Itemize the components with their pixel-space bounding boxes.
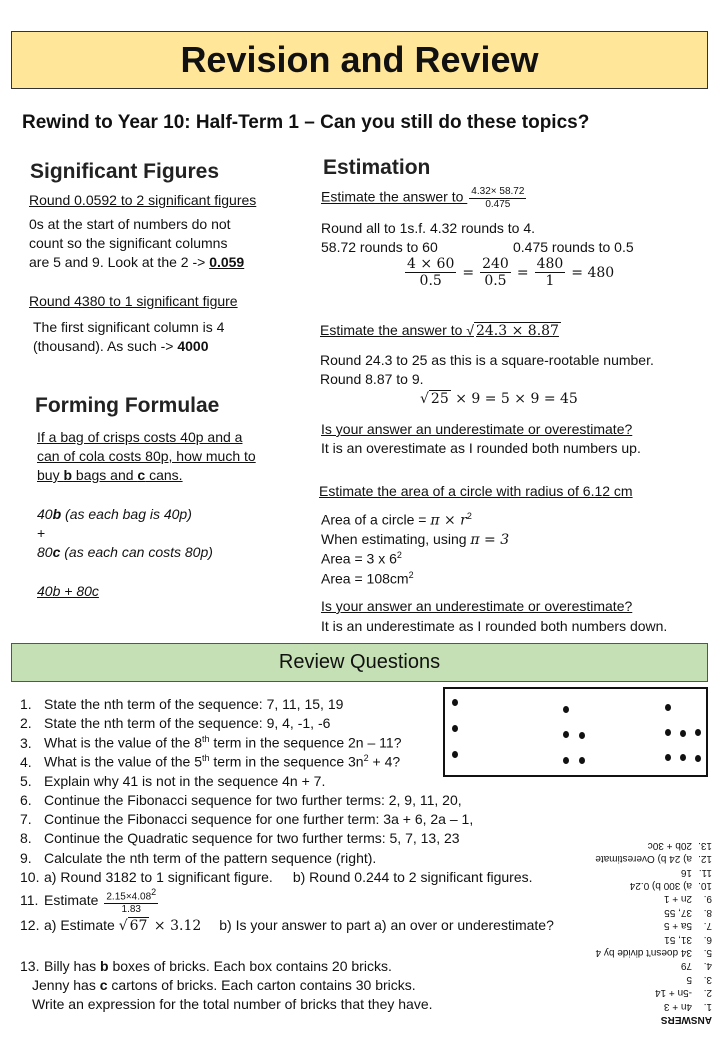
plus-sign: + (37, 525, 46, 541)
answers-heading: ANSWERS (660, 1014, 712, 1025)
text-fragment: 20b + 30c (647, 839, 692, 851)
dot (563, 706, 569, 713)
text-fragment: 34 doesn't divide by 4 (595, 946, 692, 958)
question (320, 322, 561, 339)
text-fragment: Area of a circle = (321, 511, 431, 528)
working-line (321, 570, 414, 587)
explanation: count so the significant columns (29, 235, 228, 251)
question: Round 0.0592 to 2 significant figures (29, 192, 257, 208)
text-fragment: 12. (698, 853, 712, 865)
text-fragment: 2 (408, 570, 414, 580)
review-question (20, 734, 401, 751)
text-fragment: 8. (703, 906, 712, 918)
text-fragment: Jenny has (32, 977, 100, 993)
review-question (20, 715, 330, 731)
text-fragment: × 3.12 (149, 918, 202, 934)
text-fragment: 10. (20, 869, 40, 885)
text-fragment: π × r (430, 512, 467, 529)
text-fragment: 9. (703, 893, 712, 905)
dot (680, 754, 686, 761)
text-fragment: 2. (20, 715, 32, 731)
text-fragment: 2 (466, 511, 472, 521)
text-fragment: Continue the Fibonacci sequence for one further term: 3a + 6, 2a – 1, (44, 811, 474, 827)
question (321, 186, 528, 210)
text-fragment: bags and (72, 467, 138, 483)
working-line (37, 506, 192, 522)
review-question-continued: Write an expression for the total number of bricks that they have. (32, 996, 433, 1012)
dot (452, 699, 458, 706)
review-question (20, 917, 554, 934)
text-fragment: 5 (686, 973, 692, 985)
answer-item (566, 946, 712, 959)
working-line: 0.475 rounds to 0.5 (513, 239, 634, 255)
text-fragment (104, 887, 158, 904)
review-question (20, 696, 343, 712)
answer-item (566, 919, 712, 932)
answer-item (566, 972, 712, 985)
text-fragment: What is the value of the 8 (44, 734, 202, 751)
explanation (33, 338, 209, 354)
dot (563, 757, 569, 764)
text-fragment: 240 (482, 256, 509, 272)
calculation: √ 25 × 9 = 5 × 9 = 45 (420, 391, 578, 407)
question (37, 467, 183, 483)
text-fragment: 2. (703, 987, 712, 999)
subtitle: Rewind to Year 10: Half-Term 1 – Can you still do these topics? (22, 112, 590, 133)
text-fragment: Explain why 41 is not in the sequence 4n + 7. (44, 773, 326, 789)
text-fragment: c (52, 544, 61, 560)
answer-item (566, 959, 712, 972)
text-fragment: 40 (37, 506, 53, 522)
text-fragment: 1. (703, 1000, 712, 1012)
text-fragment: 0.5 (484, 273, 507, 290)
text-fragment: th (201, 734, 210, 744)
text-fragment: b (100, 958, 109, 974)
text-fragment: 11. (20, 891, 39, 908)
text-fragment: a) 24 b) Overestimate (595, 853, 692, 865)
review-question (20, 753, 400, 770)
text-fragment: 0.5 (419, 273, 442, 290)
page-title: Revision and Review (11, 31, 708, 89)
text-fragment: (as each bag is 40p) (61, 506, 192, 522)
text-fragment: 67 (129, 918, 148, 934)
dot (665, 754, 671, 761)
dot (695, 755, 701, 762)
text-fragment: State the nth term of the sequence: 9, 4, -1, -6 (44, 715, 331, 731)
text-fragment: 5. (20, 773, 32, 789)
text-fragment: 79 (680, 960, 692, 972)
text-fragment: 1. (20, 696, 32, 712)
text-fragment: Continue the Fibonacci sequence for two further terms: 2, 9, 11, 20, (44, 792, 462, 808)
text-fragment: (thousand). As such -> (33, 338, 174, 354)
text-fragment: b) Round 0.244 to 2 significant figures. (292, 869, 533, 885)
text-fragment: = 480 (571, 264, 615, 281)
text-fragment: th (201, 753, 210, 763)
calculation (403, 256, 614, 289)
text-fragment: 25 (430, 391, 449, 407)
answer-item (566, 852, 712, 865)
answer: It is an underestimate as I rounded both numbers down. (321, 618, 668, 634)
working-line: Round all to 1s.f. 4.32 rounds to 4. (321, 220, 536, 236)
review-question (20, 773, 325, 789)
pattern-sequence-diagram (443, 687, 708, 777)
dot (665, 729, 671, 736)
question: can of cola costs 80p, how much to (37, 448, 256, 464)
text-fragment: 9. (20, 850, 32, 866)
dot (579, 732, 585, 739)
text-fragment: 10. (698, 879, 712, 891)
text-fragment: b (63, 467, 73, 483)
text-fragment: a) Estimate (44, 917, 119, 933)
text-fragment: c (137, 467, 146, 483)
text-fragment: cartons of bricks. Each carton contains 30 bricks. (107, 977, 416, 993)
answer: 40b + 80c (37, 583, 99, 599)
text-fragment (469, 186, 526, 210)
question: Estimate the area of a circle with radius of 6.12 cm (319, 483, 633, 499)
text-fragment: Estimate the answer to (321, 188, 468, 205)
text-fragment: Calculate the nth term of the pattern sequence (right). (44, 850, 377, 866)
text-fragment: 1.83 (121, 903, 141, 915)
text-fragment: 2 (151, 887, 157, 897)
text-fragment: 3. (20, 734, 32, 751)
text-fragment: are 5 and 9. Look at the 2 -> (29, 254, 206, 270)
text-fragment: Area = 108cm (321, 570, 409, 587)
text-fragment: = (462, 264, 475, 281)
text-fragment: 2.15×4.08 (106, 891, 152, 903)
text-fragment: 4 × 60 (407, 256, 455, 272)
text-fragment: 4.32× 58.72 (471, 186, 525, 197)
answer: 0.059 (209, 254, 245, 270)
text-fragment: 7. (703, 920, 712, 932)
text-fragment: Estimate the answer to (320, 322, 467, 338)
dot (665, 704, 671, 711)
text-fragment: (as each can costs 80p) (60, 544, 213, 560)
text-fragment: 1 (545, 273, 555, 290)
review-questions-header: Review Questions (11, 643, 708, 682)
explanation: 0s at the start of numbers do not (29, 216, 231, 232)
text-fragment: 80 (37, 544, 53, 560)
text-fragment: 24.3 × 8.87 (475, 323, 559, 339)
working-line: Round 24.3 to 25 as this is a square-rootable number. (320, 352, 654, 368)
text-fragment: 13. (20, 958, 40, 974)
text-fragment: a) Round 3182 to 1 significant figure. (44, 869, 273, 885)
working-line (321, 550, 402, 567)
dot (579, 757, 585, 764)
text-fragment: √ 24.3 × 8.87 (466, 322, 559, 339)
review-question-continued (32, 977, 416, 993)
text-fragment (535, 256, 566, 289)
text-fragment (405, 256, 456, 289)
dot (563, 731, 569, 738)
answer-item (566, 999, 712, 1012)
text-fragment: a) 300 b) 0.24 (629, 879, 692, 891)
working-line: 58.72 rounds to 60 (321, 239, 438, 255)
text-fragment: b (52, 506, 62, 522)
text-fragment: Estimate (44, 891, 103, 908)
answers-upside-down (566, 836, 712, 1026)
text-fragment: 2 (396, 550, 402, 560)
text-fragment (104, 887, 158, 915)
text-fragment: √ 67 × 3.12 (118, 918, 202, 934)
text-fragment: boxes of bricks. Each box contains 20 bricks. (108, 958, 392, 974)
text-fragment: 12. (20, 917, 40, 933)
text-fragment: × 9 = 5 × 9 = 45 (450, 391, 578, 407)
working-line: Round 8.87 to 9. (320, 371, 424, 387)
text-fragment: buy (37, 467, 64, 483)
answer-item (566, 932, 712, 945)
review-question (20, 792, 462, 808)
text-fragment: 2 (363, 753, 369, 763)
text-fragment: 5. (703, 946, 712, 958)
text-fragment: cans. (145, 467, 183, 483)
explanation (29, 254, 244, 270)
dot (452, 725, 458, 732)
text-fragment: 13. (698, 839, 712, 851)
review-question (20, 811, 473, 827)
answer-item (566, 986, 712, 999)
answer-item (566, 865, 712, 878)
text-fragment: 7. (20, 811, 32, 827)
section-heading: Significant Figures (30, 160, 220, 183)
dot (680, 730, 686, 737)
answer-item (566, 838, 712, 851)
text-fragment: π = 3 (470, 532, 510, 548)
text-fragment: State the nth term of the sequence: 7, 11, 15, 19 (44, 696, 344, 712)
working-line (37, 544, 213, 560)
text-fragment: 4. (20, 753, 32, 770)
section-heading: Estimation (323, 156, 431, 179)
text-fragment: 5a + 5 (663, 920, 692, 932)
text-fragment: term in the sequence 3n (209, 753, 364, 770)
text-fragment: c (99, 977, 108, 993)
working-line (321, 531, 509, 548)
text-fragment: 16 (680, 866, 692, 878)
text-fragment: Billy has (44, 958, 101, 974)
review-question (20, 850, 376, 866)
question: Round 4380 to 1 significant figure (29, 293, 238, 309)
text-fragment: b) Is your answer to part a) an over or underestimate? (219, 917, 554, 933)
text-fragment: 2n + 1 (663, 893, 692, 905)
text-fragment: 31, 51 (664, 933, 692, 945)
text-fragment: term in the sequence 2n – 11? (209, 734, 402, 751)
text-fragment: 4. (703, 960, 712, 972)
text-fragment: 37, 55 (664, 906, 692, 918)
text-fragment: 11. (698, 866, 712, 878)
answer-item (566, 879, 712, 892)
explanation: The first significant column is 4 (33, 319, 225, 335)
answer: It is an overestimate as I rounded both numbers up. (321, 440, 641, 456)
working-line (321, 511, 472, 529)
text-fragment: 6. (703, 933, 712, 945)
question: Is your answer an underestimate or overestimate? (321, 421, 633, 437)
answer-item (566, 892, 712, 905)
review-question (20, 958, 392, 974)
text-fragment: -5n + 14 (655, 987, 692, 999)
text-fragment: 480 (536, 256, 564, 272)
dot (452, 751, 458, 758)
text-fragment: 8. (20, 830, 32, 846)
text-fragment: Area = 3 x 6 (321, 550, 397, 567)
text-fragment: Continue the Quadratic sequence for two further terms: 5, 7, 13, 23 (44, 830, 460, 846)
answer: 4000 (177, 338, 209, 354)
text-fragment: 4n + 3 (663, 1000, 692, 1012)
review-question (20, 887, 160, 915)
answer-item (566, 905, 712, 918)
text-fragment: When estimating, using (321, 531, 471, 547)
text-fragment: + 4? (368, 753, 401, 770)
text-fragment (480, 256, 511, 289)
text-fragment: 6. (20, 792, 32, 808)
text-fragment: 3. (703, 973, 712, 985)
review-question (20, 830, 460, 846)
question: Is your answer an underestimate or overestimate? (321, 598, 633, 614)
text-fragment: What is the value of the 5 (44, 753, 202, 770)
text-fragment: = (516, 264, 529, 281)
section-heading: Forming Formulae (35, 394, 220, 417)
review-question (20, 869, 533, 885)
dot (695, 729, 701, 736)
text-fragment: 0.475 (485, 198, 511, 210)
question: If a bag of crisps costs 40p and a (37, 429, 243, 445)
